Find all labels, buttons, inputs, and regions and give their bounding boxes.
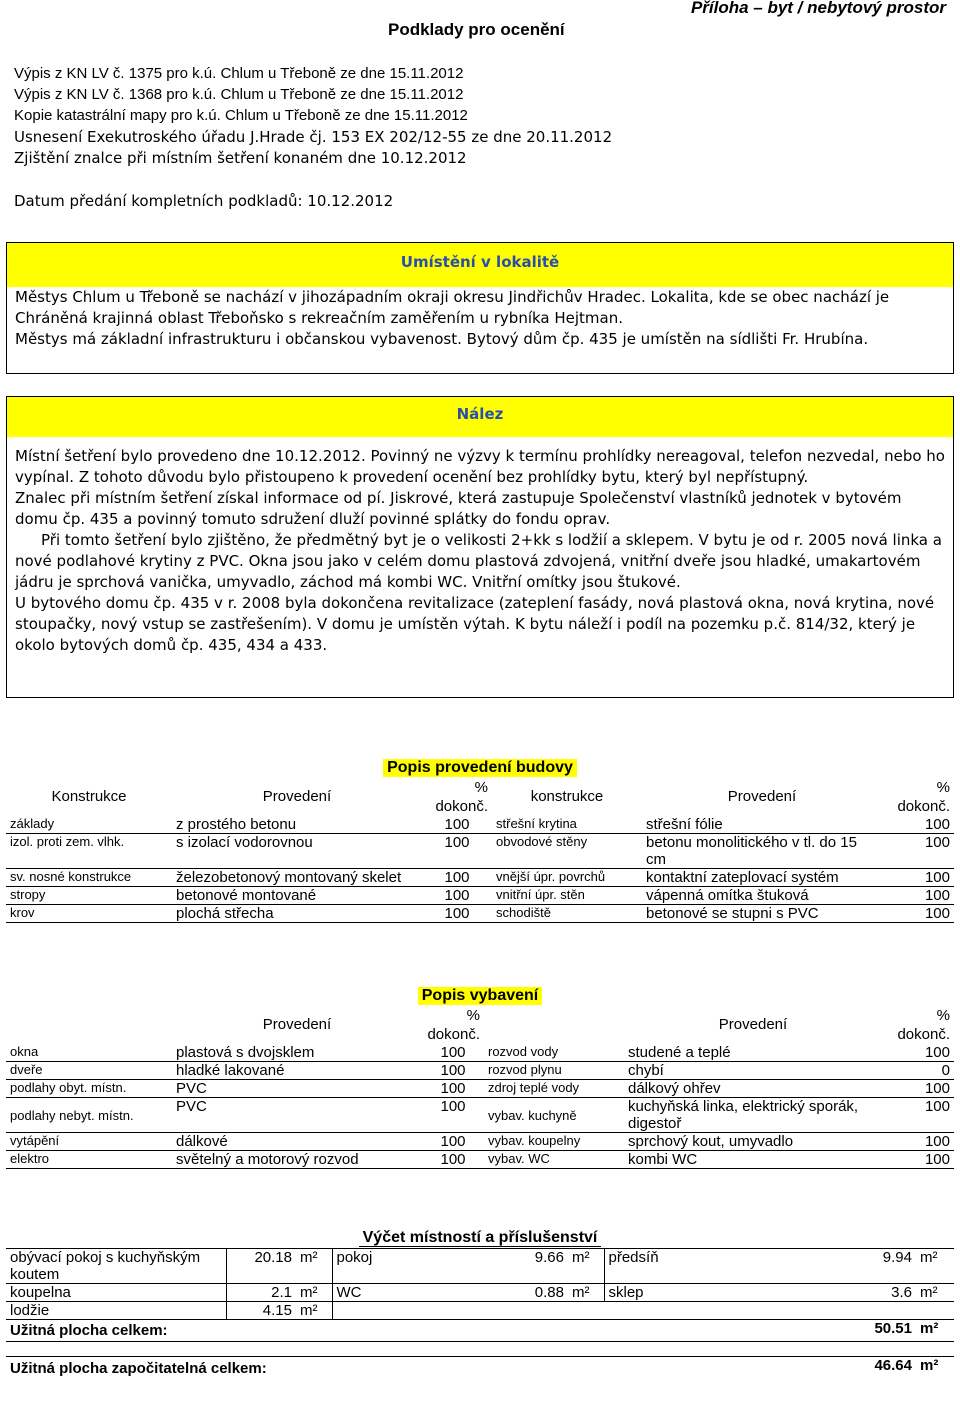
column-header: Provedení (262, 1016, 332, 1033)
rooms-table (6, 1248, 954, 1379)
table-cell: střešní fólie (642, 816, 882, 834)
table-cell: 100 (422, 1062, 484, 1080)
room-unit: m² (296, 1302, 332, 1320)
table-cell: dálkové (172, 1133, 422, 1151)
table-cell: schodiště (492, 905, 642, 923)
table-cell: vybav. kuchyně (484, 1098, 624, 1133)
table-cell: stropy (6, 887, 172, 905)
table-cell: kontaktní zateplovací systém (642, 869, 882, 887)
table-row (6, 1249, 954, 1284)
table-cell: vybav. koupelny (484, 1133, 624, 1151)
table-cell: 100 (882, 834, 954, 869)
table-cell: sv. nosné konstrukce (6, 869, 172, 887)
room-area: 2.1 (226, 1284, 296, 1302)
sources-block (6, 44, 954, 242)
column-header: Konstrukce (51, 788, 127, 805)
annex-label: Příloha – byt / nebytový prostor (690, 0, 946, 17)
table-cell: podlahy obyt. místn. (6, 1080, 172, 1098)
table-cell: studené a teplé (624, 1044, 882, 1062)
table-cell: 100 (422, 869, 492, 887)
location-paragraph: Městys má základní infrastrukturu i občanskou vybavenost. Bytový dům čp. 435 je umístěn na sídlišti Fr. Hrubína. (15, 330, 869, 348)
source-line: Výpis z KN LV č. 1375 pro k.ú. Chlum u Třeboně ze dne 15.11.2012 (14, 65, 464, 82)
room-name: sklep (604, 1284, 804, 1302)
finding-paragraph: Místní šetření bylo provedeno dne 10.12.2012. Povinný ne výzvy k termínu prohlídky nereagoval, telefon nezvedal, nebo ho vypínal. Z tohoto důvodu bylo přistoupeno k provedení ocenění bez prohlídky bytu, který byl nepřístupný. (15, 447, 945, 486)
table-cell: 100 (422, 816, 492, 834)
table-cell: okna (6, 1044, 172, 1062)
table-cell: zdroj teplé vody (484, 1080, 624, 1098)
table-cell: hladké lakované (172, 1062, 422, 1080)
table-cell: 100 (882, 1098, 954, 1133)
table-cell: PVC (172, 1080, 422, 1098)
table-cell: plastová s dvojsklem (172, 1044, 422, 1062)
table-cell: s izolací vodorovnou (172, 834, 422, 869)
table-cell: vápenná omítka štuková (642, 887, 882, 905)
table-cell: podlahy nebyt. místn. (6, 1098, 172, 1133)
source-line: Výpis z KN LV č. 1368 pro k.ú. Chlum u Třeboně ze dne 15.11.2012 (14, 86, 464, 103)
table-cell: z prostého betonu (172, 816, 422, 834)
table-cell: 100 (882, 905, 954, 923)
table-cell: sprchový kout, umyvadlo (624, 1133, 882, 1151)
spacer-row (6, 1342, 954, 1357)
room-unit: m² (916, 1249, 954, 1284)
room-name: lodžie (6, 1302, 226, 1320)
table-cell: 100 (882, 816, 954, 834)
table-cell: betonové montované (172, 887, 422, 905)
table-header-row (6, 778, 954, 816)
table-row (6, 1080, 954, 1098)
table-cell: železobetonový montovaný skelet (172, 869, 422, 887)
construction-table (6, 778, 954, 923)
table-row (6, 1302, 954, 1320)
page-title: Podklady pro ocenění (388, 20, 565, 39)
room-area: 0.88 (534, 1284, 564, 1301)
rooms-title-wrap (6, 1228, 954, 1247)
room-area: 9.94 (804, 1249, 916, 1284)
table-cell: dveře (6, 1062, 172, 1080)
table-cell: 100 (882, 1080, 954, 1098)
table-cell: 100 (422, 905, 492, 923)
source-line: Kopie katastrální mapy pro k.ú. Chlum u Třeboně ze dne 15.11.2012 (14, 107, 468, 124)
table-cell: 100 (882, 1044, 954, 1062)
table-cell: izol. proti zem. vlhk. (6, 834, 172, 869)
column-header: % dokonč. (897, 1007, 950, 1043)
total-unit: m² (920, 1320, 939, 1337)
location-heading: Umístění v lokalitě (7, 243, 953, 287)
equipment-title-wrap (6, 986, 954, 1005)
construction-title-wrap (6, 758, 954, 777)
column-header: Provedení (718, 1016, 788, 1033)
location-paragraph: Městys Chlum u Třeboně se nachází v jihozápadním okraji okresu Jindřichův Hradec. Lokalita, kde se obec nachází je Chráněná krajinná oblast Třeboňsko s rekreačním zaměřením u rybníka Hejtman. (15, 288, 890, 327)
finding-heading: Nález (7, 397, 953, 437)
table-cell: kuchyňská linka, elektrický sporák, digestoř (624, 1098, 882, 1133)
column-header: Provedení (727, 788, 797, 805)
room-name: pokoj (336, 1249, 373, 1266)
total-value: 50.51 (874, 1320, 912, 1337)
table-row (6, 1098, 954, 1133)
table-cell: 100 (422, 834, 492, 869)
column-header (484, 1006, 624, 1044)
table-cell: vnitřní úpr. stěn (492, 887, 642, 905)
location-section (6, 242, 954, 374)
table-row (6, 816, 954, 834)
table-row (6, 887, 954, 905)
finding-paragraph: Znalec při místním šetření získal informace od pí. Jiskrové, která zastupuje Společenství vlastníků jednotek v bytovém domu čp. 435 a povinný tomuto sdružení dluží povinné splátky do fondu oprav. (15, 489, 902, 528)
column-header: % dokonč. (427, 1007, 480, 1043)
table-cell: kombi WC (624, 1151, 882, 1169)
table-row (6, 1151, 954, 1169)
column-header: konstrukce (530, 788, 604, 805)
table-cell: 100 (422, 1151, 484, 1169)
table-cell: základy (6, 816, 172, 834)
finding-paragraph: Při tomto šetření bylo zjištěno, že předmětný byt je o velikosti 2+kk s lodžií a sklepem. V bytu je od r. 2005 nová linka a nové podlahové krytiny z PVC. Okna jsou jako v celém domu plastová zdvojená, vnitřní dveře jsou hladké, umakartovém jádru je sprchová vanička, umyvadlo, záchod má kombi WC. Vnitřní omítky jsou štukové. (15, 531, 942, 591)
handover-date: Datum předání kompletních podkladů: 10.12.2012 (14, 192, 394, 210)
table-cell: elektro (6, 1151, 172, 1169)
table-cell: světelný a motorový rozvod (172, 1151, 422, 1169)
finding-paragraph: U bytového domu čp. 435 v r. 2008 byla dokončena revitalizace (zateplení fasády, nová plastová okna, nová krytina, nové stoupačky, nový vstup se zastřešením). V domu je umístěn výtah. K bytu náleží i podíl na pozemku p.č. 814/32, který je okolo bytových domů čp. 435, 434 a 433. (15, 594, 935, 654)
table-cell: 0 (882, 1062, 954, 1080)
source-line: Usnesení Exekutroského úřadu J.Hrade čj. 153 EX 202/12-55 ze dne 20.11.2012 (14, 128, 613, 146)
empty-cell (332, 1302, 954, 1320)
room-area: 9.66 (534, 1249, 564, 1266)
table-row (6, 834, 954, 869)
room-name-area (332, 1249, 568, 1284)
table-cell: chybí (624, 1062, 882, 1080)
table-cell: obvodové stěny (492, 834, 642, 869)
room-name-area (332, 1284, 568, 1302)
room-name: obývací pokoj s kuchyňským koutem (6, 1249, 226, 1284)
room-unit: m² (568, 1249, 604, 1284)
counted-label: Užitná plocha započitatelná celkem: (10, 1360, 267, 1377)
table-cell: 100 (882, 869, 954, 887)
room-area: 3.6 (804, 1284, 916, 1302)
table-cell: 100 (422, 1080, 484, 1098)
table-cell: 100 (422, 1098, 484, 1133)
table-cell: 100 (422, 887, 492, 905)
column-header: % dokonč. (435, 779, 488, 815)
column-header (6, 1006, 172, 1044)
room-unit: m² (568, 1284, 604, 1302)
room-area: 20.18 (226, 1249, 296, 1284)
equipment-table (6, 1006, 954, 1169)
finding-section (6, 396, 954, 698)
table-row (6, 1062, 954, 1080)
table-cell: 100 (882, 1133, 954, 1151)
counted-row (6, 1357, 954, 1380)
table-cell: vnější úpr. povrchů (492, 869, 642, 887)
room-name: koupelna (6, 1284, 226, 1302)
room-name: předsíň (604, 1249, 804, 1284)
table-row (6, 1284, 954, 1302)
table-row (6, 1133, 954, 1151)
table-cell: dálkový ohřev (624, 1080, 882, 1098)
table-cell: krov (6, 905, 172, 923)
equipment-title: Popis vybavení (418, 987, 543, 1005)
table-cell: vybav. WC (484, 1151, 624, 1169)
table-cell: PVC (172, 1098, 422, 1133)
room-area: 4.15 (226, 1302, 296, 1320)
table-row (6, 905, 954, 923)
room-name: WC (336, 1284, 362, 1301)
table-cell: rozvod plynu (484, 1062, 624, 1080)
total-label: Užitná plocha celkem: (10, 1322, 168, 1339)
source-line: Zjištění znalce při místním šetření konaném dne 10.12.2012 (14, 149, 467, 167)
room-unit: m² (916, 1284, 954, 1302)
table-cell: 100 (882, 1151, 954, 1169)
counted-value: 46.64 (874, 1357, 912, 1374)
room-unit: m² (296, 1284, 332, 1302)
table-row (6, 1044, 954, 1062)
counted-unit: m² (920, 1357, 939, 1374)
column-header: Provedení (262, 788, 332, 805)
table-cell: plochá střecha (172, 905, 422, 923)
room-unit: m² (296, 1249, 332, 1284)
column-header: % dokonč. (897, 779, 950, 815)
table-row (6, 869, 954, 887)
table-header-row (6, 1006, 954, 1044)
table-cell: betonu monolitického v tl. do 15 cm (642, 834, 882, 869)
total-row (6, 1320, 954, 1342)
table-cell: 100 (422, 1044, 484, 1062)
rooms-title: Výčet místností a příslušenství (359, 1229, 602, 1247)
construction-title: Popis provedení budovy (383, 759, 577, 777)
table-cell: 100 (882, 887, 954, 905)
table-cell: vytápění (6, 1133, 172, 1151)
table-cell: rozvod vody (484, 1044, 624, 1062)
table-cell: střešní krytina (492, 816, 642, 834)
table-cell: 100 (422, 1133, 484, 1151)
table-cell: betonové se stupni s PVC (642, 905, 882, 923)
